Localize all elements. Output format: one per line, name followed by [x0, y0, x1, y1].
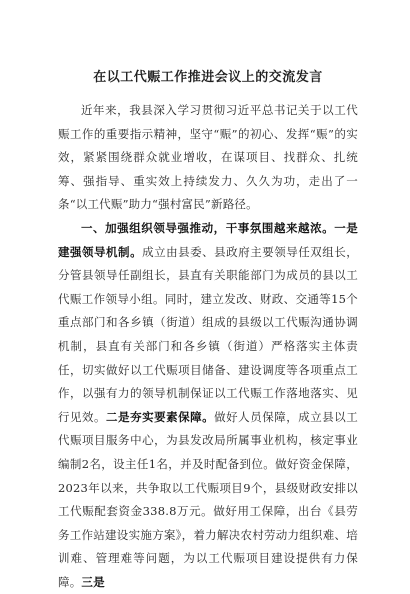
document-title: 在以工代赈工作推进会议上的交流发言 [93, 70, 323, 85]
sub1-text: 成立由县委、县政府主要领导任双组长，分管县领导任副组长，县直有关职能部门为成员的县以工代赈工作领导小组。同时，建立发改、财政、交通等15个重点部门和各乡镇（街道）组成的县级以工代赈沟通协调机制，县直有关部门和各乡镇（街道）严格落实主体责任，切实做好以工代赈项目储备、建设调度等各项重点工作，以强有力的领导机制保证以工代赈工作落地落实、见行见效。 [58, 244, 358, 424]
sub3-heading: 三是 [81, 574, 105, 589]
intro-paragraph [58, 99, 358, 217]
section1-heading: 一、加强组织领导强推动，干事氛围越来越浓。 [81, 220, 335, 235]
section1-paragraph [58, 217, 358, 594]
sub1-heading: 一是建强领导机制。 [58, 220, 358, 259]
intro-text: 近年来，我县深入学习贯彻习近平总书记关于以工代赈工作的重要指示精神，坚守“赈”的初心、发挥“赈”的实效，紧紧围绕群众就业增收，在谋项目、找群众、扎统筹、强指导、重实效上持续发力、久久为功，走出了一条“以工代赈”助力“强村富民”新路径。 [58, 103, 358, 212]
sub2-heading: 二是夯实要素保障。 [106, 409, 215, 424]
sub2-text: 做好人员保障，成立县以工代赈项目服务中心，为县发改局所属事业机构，核定事业编制2名，设主任1名，并及时配备到位。做好资金保障，2023年以来，共争取以工代赈项目9个，县级财政安排以工代赈配套资金338.8万元。做好用工保障，出台《县劳务工作站建设实施方案》，着力解决农村劳动力组织难、培训难、管理难等问题，为以工代赈项目建设提供有力保障。 [58, 409, 358, 589]
